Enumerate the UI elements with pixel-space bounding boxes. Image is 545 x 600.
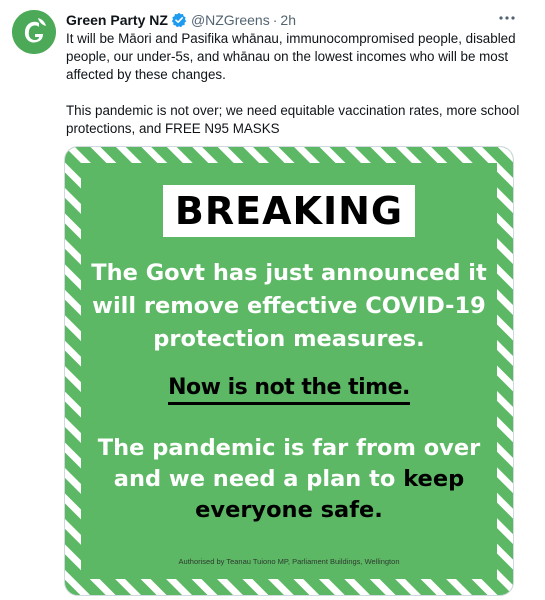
author-handle[interactable]: @NZGreens [190,12,270,28]
avatar[interactable] [12,10,56,54]
tweet-header [66,10,525,30]
more-icon[interactable] [497,8,517,28]
not-the-time-line [65,375,513,400]
breaking-label: BREAKING [174,189,404,233]
timestamp[interactable]: 2h [280,12,296,28]
announcement-headline: The Govt has just announced it will remove effective COVID-19 protection measures. [91,260,487,352]
verified-badge-icon [171,12,187,28]
author-name[interactable]: Green Party NZ [66,12,168,28]
breaking-banner [163,185,415,237]
pandemic-message-emphasis: keep everyone safe. [195,466,465,523]
tweet-paragraph-1: It will be Māori and Pasifika whānau, immunocompromised people, disabled people, our under-5s, and whānau on the lowest incomes who will be most affected by these changes. [66,31,516,82]
pandemic-message-white: The pandemic is far from over and we need a plan to [97,435,481,492]
tweet-image[interactable] [64,146,514,596]
green-party-logo-icon [12,10,56,54]
tweet-text [66,30,526,138]
authorisation-statement: Authorised by Teanau Tuiono MP, Parliament Buildings, Wellington [178,557,400,566]
tweet-paragraph-2: This pandemic is not over; we need equitable vaccination rates, more school protections, and FREE N95 MASKS [66,103,520,136]
not-the-time-text: Now is not the time. [168,375,410,405]
pandemic-message [85,433,493,526]
separator-dot: · [272,12,278,28]
